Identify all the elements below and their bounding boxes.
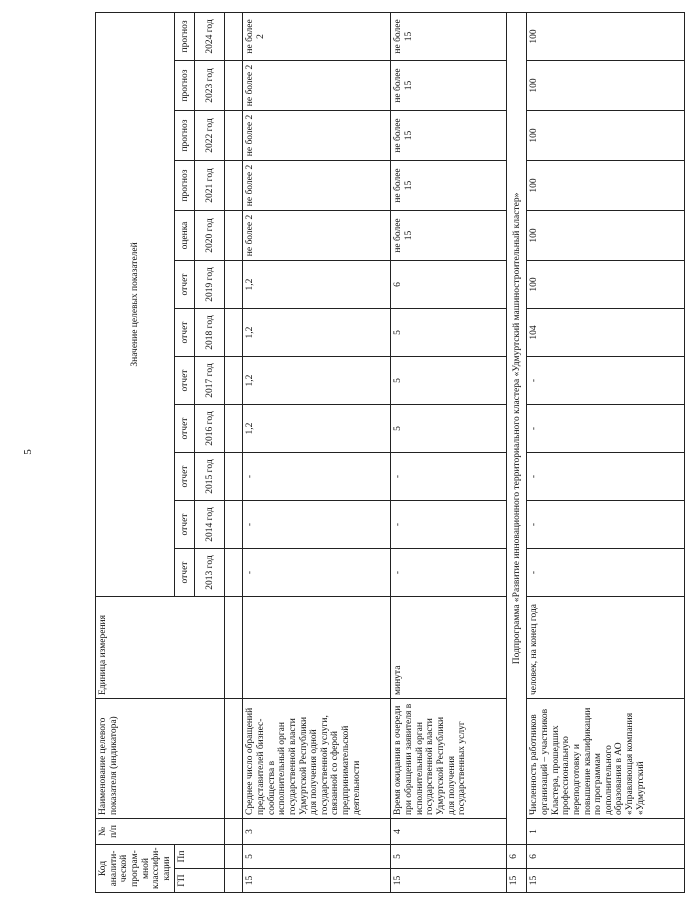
value-2024: не более 2 (243, 12, 391, 60)
year-2019: 2019 год (195, 261, 225, 309)
row-pp: 5 (391, 845, 507, 869)
year-2024: 2024 год (195, 12, 225, 60)
status-2014: отчет (175, 501, 195, 549)
value-2020: не более 15 (391, 211, 507, 261)
header-pp: Пп (175, 845, 225, 869)
header-unit: Единица измерения (96, 597, 225, 699)
value-2018: 5 (391, 309, 507, 357)
value-2022: не более 2 (243, 111, 391, 161)
rotated-table-container (95, 13, 646, 893)
value-2013: - (527, 549, 685, 597)
status-2022: прогноз (175, 111, 195, 161)
year-2022: 2022 год (195, 111, 225, 161)
table-row (527, 12, 685, 892)
header-indicator-name: Наименование целевого показателя (индикатора) (96, 699, 225, 819)
value-2017: 5 (391, 357, 507, 405)
header-target-values: Значение целевых показателей (96, 12, 175, 596)
value-2019: 6 (391, 261, 507, 309)
status-2017: отчет (175, 357, 195, 405)
row-unit: человек, на конец года (527, 597, 685, 699)
row-pp: 5 (243, 845, 391, 869)
value-2023: 100 (527, 61, 685, 111)
value-2015: - (391, 453, 507, 501)
status-2019: отчет (175, 261, 195, 309)
value-2019: 1,2 (243, 261, 391, 309)
value-2021: не более 15 (391, 161, 507, 211)
value-2013: - (391, 549, 507, 597)
row-gp: 15 (391, 869, 507, 893)
value-2016: - (527, 405, 685, 453)
year-2015: 2015 год (195, 453, 225, 501)
value-2020: 100 (527, 211, 685, 261)
value-2018: 1,2 (243, 309, 391, 357)
value-2019: 100 (527, 261, 685, 309)
year-2023: 2023 год (195, 61, 225, 111)
status-2018: отчет (175, 309, 195, 357)
year-2017: 2017 год (195, 357, 225, 405)
value-2021: не более 2 (243, 161, 391, 211)
subprogram-title: Подпрограмма «Развитие инновационного территориального кластера «Удмуртский машиностроительный кластер» (507, 12, 527, 844)
value-2021: 100 (527, 161, 685, 211)
header-code-group: Код аналити-ческой програм-мной классифи-кации (96, 845, 175, 893)
value-2022: 100 (527, 111, 685, 161)
value-2022: не более 15 (391, 111, 507, 161)
header-number: № п/п (96, 819, 225, 845)
value-2023: не более 2 (243, 61, 391, 111)
value-2017: 1,2 (243, 357, 391, 405)
value-2024: 100 (527, 12, 685, 60)
page-number: 5 (22, 449, 34, 455)
status-2024: прогноз (175, 12, 195, 60)
status-2016: отчет (175, 405, 195, 453)
year-2018: 2018 год (195, 309, 225, 357)
year-2014: 2014 год (195, 501, 225, 549)
row-indicator-name: Время ожидания в очереди при обращении заявителя в исполнительный орган государственной власти Удмуртской Республики для получения государственных услуг (391, 699, 507, 819)
value-2020: не более 2 (243, 211, 391, 261)
row-indicator-name: Среднее число обращений представителей бизнес-сообщества в исполнительный орган государственной власти Удмуртской Республики для получения одной государственной услуги, связанной со сферой предпринимательской деятельности (243, 699, 391, 819)
value-2015: - (243, 453, 391, 501)
value-2014: - (243, 501, 391, 549)
header-gp: ГП (175, 869, 225, 893)
value-2023: не более 15 (391, 61, 507, 111)
value-2017: - (527, 357, 685, 405)
column-index-row (225, 12, 243, 892)
status-2015: отчет (175, 453, 195, 501)
status-2021: прогноз (175, 161, 195, 211)
status-2013: отчет (175, 549, 195, 597)
table-row (391, 12, 507, 892)
subprogram-row (507, 12, 527, 892)
row-gp: 15 (527, 869, 685, 893)
value-2018: 104 (527, 309, 685, 357)
status-2020: оценка (175, 211, 195, 261)
row-number: 3 (243, 819, 391, 845)
value-2014: - (391, 501, 507, 549)
value-2024: не более 15 (391, 12, 507, 60)
row-unit: минута (391, 597, 507, 699)
value-2016: 1,2 (243, 405, 391, 453)
year-2016: 2016 год (195, 405, 225, 453)
year-2013: 2013 год (195, 549, 225, 597)
row-gp: 15 (243, 869, 391, 893)
row-number: 1 (527, 819, 685, 845)
row-indicator-name: Численность работников организаций – участников Кластера, прошедших профессиональную переподготовку и повышение квалификации по программам дополнительного образования в АО «Управляющая компания «Удмуртский (527, 699, 685, 819)
table-row (243, 12, 391, 892)
year-2021: 2021 год (195, 161, 225, 211)
row-pp: 6 (527, 845, 685, 869)
status-2023: прогноз (175, 61, 195, 111)
row-number: 4 (391, 819, 507, 845)
value-2016: 5 (391, 405, 507, 453)
year-2020: 2020 год (195, 211, 225, 261)
subprogram-pp: 6 (507, 845, 527, 869)
value-2015: - (527, 453, 685, 501)
row-unit (243, 597, 391, 699)
indicators-table (95, 12, 685, 893)
value-2013: - (243, 549, 391, 597)
subprogram-gp: 15 (507, 869, 527, 893)
value-2014: - (527, 501, 685, 549)
